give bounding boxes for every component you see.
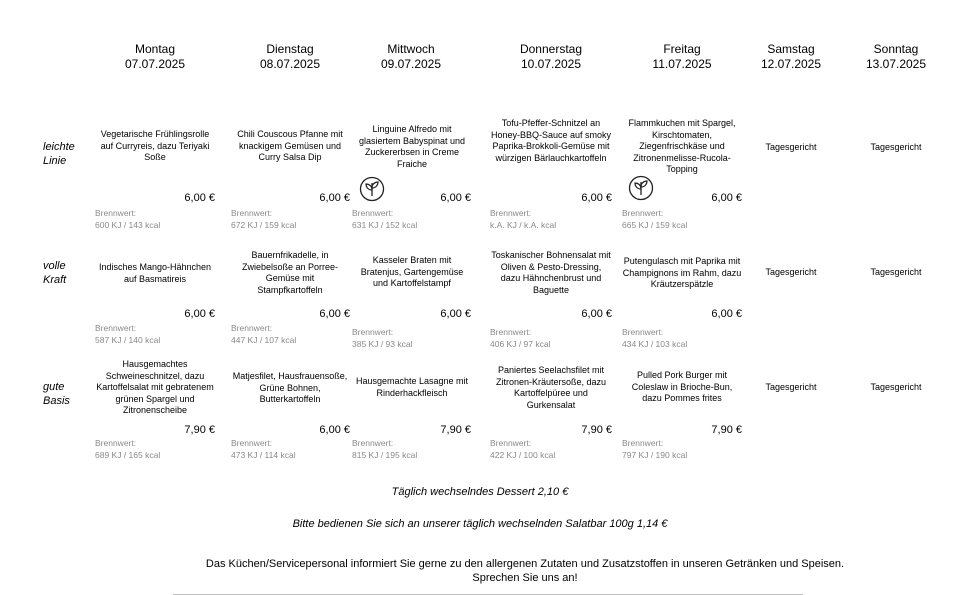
tagesgericht-label: Tagesgericht [765, 382, 817, 392]
energy-label: Brennwert: [95, 323, 137, 333]
dish-price: 6,00 € [319, 192, 350, 204]
energy-value: k.A. KJ / k.A. kcal [490, 220, 557, 230]
tagesgericht-label: Tagesgericht [765, 267, 817, 277]
energy-label: Brennwert: [352, 438, 394, 448]
dish-price: 6,00 € [581, 192, 612, 204]
energy-label: Brennwert: [622, 208, 664, 218]
dish-name: Toskanischer Bohnensalat mit Oliven & Pesto-Dressing, dazu Hähnchenbrust und Baguette [491, 250, 611, 295]
dish-name: Putengulasch mit Paprika mit Champignons im Rahm, dazu Kräutzerspätzle [622, 256, 742, 289]
energy-info [490, 437, 555, 461]
day-date: 08.07.2025 [259, 57, 321, 71]
energy-label: Brennwert: [622, 327, 664, 337]
energy-label: Brennwert: [490, 438, 532, 448]
dish-name: Chili Couscous Pfanne mit knackigem Gemüsen und Curry Salsa Dip [237, 129, 343, 162]
dish-name: Tofu-Pfeffer-Schnitzel an Honey-BBQ-Sauce auf smoky Paprika-Brokkoli-Gemüse mit würzigen Bärlauchkartoffeln [490, 118, 612, 163]
dish-name: Vegetarische Frühlingsrolle auf Curryreis, dazu Teriyaki Soße [100, 129, 210, 162]
category-line2: Basis [43, 395, 70, 407]
day-name: Mittwoch [387, 42, 435, 56]
energy-value: 689 KJ / 165 kcal [95, 450, 161, 460]
energy-value: 672 KJ / 159 kcal [231, 220, 297, 230]
energy-label: Brennwert: [231, 438, 273, 448]
dish-name: Hausgemachtes Schweineschnitzel, dazu Kartoffelsalat mit gebratenem grünen Spargel und Zitronenscheibe [96, 359, 214, 415]
energy-value: 665 KJ / 159 kcal [622, 220, 688, 230]
day-date: 11.07.2025 [652, 57, 712, 71]
dish-price: 6,00 € [581, 308, 612, 320]
energy-value: 434 KJ / 103 kcal [622, 339, 688, 349]
energy-value: 447 KJ / 107 kcal [231, 335, 297, 345]
energy-value: 406 KJ / 97 kcal [490, 339, 551, 349]
dish-price: 6,00 € [319, 308, 350, 320]
tagesgericht-label: Tagesgericht [870, 267, 922, 277]
allergen-line2: Sprechen Sie uns an! [472, 572, 578, 584]
day-date: 13.07.2025 [865, 57, 927, 71]
category-line2: Linie [43, 155, 67, 167]
dish-price: 6,00 € [711, 192, 742, 204]
energy-value: 600 KJ / 143 kcal [95, 220, 161, 230]
dish-name: Paniertes Seelachsfilet mit Zitronen-Kräutersoße, dazu Kartoffelpüree und Gurkensalat [495, 365, 607, 410]
energy-info [622, 326, 687, 350]
category-line1: gute [43, 381, 65, 393]
tagesgericht-label: Tagesgericht [870, 382, 922, 392]
day-header-montag [100, 42, 210, 72]
dish-name: Hausgemachte Lasagne mit Rinderhackfleisch [355, 376, 469, 398]
energy-info [490, 326, 550, 350]
energy-info [352, 326, 412, 350]
energy-value: 815 KJ / 195 kcal [352, 450, 418, 460]
energy-label: Brennwert: [490, 208, 532, 218]
energy-label: Brennwert: [231, 208, 273, 218]
energy-value: 797 KJ / 190 kcal [622, 450, 688, 460]
energy-label: Brennwert: [95, 208, 137, 218]
day-name: Samstag [767, 42, 815, 56]
allergen-line1: Das Küchen/Servicepersonal informiert Sie gerne zu den allergenen Zutaten und Zusatzstoffen in unseren Getränken und Speisen. [205, 558, 845, 570]
dish-name: Matjesfilet, Hausfrauensoße, Grüne Bohnen, Butterkartoffeln [232, 371, 348, 404]
dish-price: 6,00 € [319, 424, 350, 436]
dish-price: 7,90 € [440, 424, 471, 436]
day-name: Freitag [663, 42, 701, 56]
allergen-notice [195, 557, 855, 585]
dish-price: 7,90 € [711, 424, 742, 436]
energy-label: Brennwert: [231, 323, 273, 333]
day-name: Sonntag [873, 42, 919, 56]
dish-name: Indisches Mango-Hähnchen auf Basmatireis [98, 262, 212, 284]
energy-label: Brennwert: [490, 327, 532, 337]
day-date: 12.07.2025 [760, 57, 822, 71]
energy-label: Brennwert: [95, 438, 137, 448]
vegan-leaf-icon [359, 176, 385, 202]
day-header-samstag [736, 42, 846, 72]
day-name: Dienstag [266, 42, 314, 56]
tagesgericht-label: Tagesgericht [870, 142, 922, 152]
dish-price: 7,90 € [184, 424, 215, 436]
energy-info [95, 322, 160, 346]
day-name: Montag [134, 42, 176, 56]
day-header-sonntag [841, 42, 951, 72]
energy-label: Brennwert: [622, 438, 664, 448]
energy-value: 587 KJ / 140 kcal [95, 335, 161, 345]
day-header-dienstag [235, 42, 345, 72]
dish-price: 6,00 € [440, 308, 471, 320]
day-header-freitag [627, 42, 737, 72]
energy-info [231, 322, 296, 346]
salad-bar-note: Bitte bedienen Sie sich an unserer täglich wechselnden Salatbar 100g 1,14 € [292, 518, 668, 530]
category-line1: leichte [43, 141, 75, 153]
tagesgericht-label: Tagesgericht [765, 142, 817, 152]
energy-value: 473 KJ / 114 kcal [231, 450, 296, 460]
category-line1: volle [43, 260, 66, 272]
dish-price: 6,00 € [184, 192, 215, 204]
dish-price: 6,00 € [184, 308, 215, 320]
day-date: 10.07.2025 [520, 57, 582, 71]
day-header-mittwoch [356, 42, 466, 72]
day-date: 07.07.2025 [124, 57, 186, 71]
dessert-note: Täglich wechselndes Dessert 2,10 € [391, 486, 569, 498]
category-line2: Kraft [43, 274, 67, 286]
energy-info [95, 207, 160, 231]
energy-info [352, 437, 417, 461]
dish-name: Kasseler Braten mit Bratenjus, Gartengemüse und Kartoffelstampf [360, 255, 464, 288]
energy-info [622, 437, 687, 461]
dish-price: 7,90 € [581, 424, 612, 436]
dish-name: Linguine Alfredo mit glasiertem Babyspinat und Zuckererbsen in Creme Fraiche [358, 124, 466, 169]
dish-name: Flammkuchen mit Spargel, Kirschtomaten, Ziegenfrischkäse und Zitronenmelisse-Rucola-Topping [628, 118, 736, 174]
energy-value: 385 KJ / 93 kcal [352, 339, 413, 349]
energy-info [95, 437, 160, 461]
energy-info [231, 437, 296, 461]
dish-price: 6,00 € [711, 308, 742, 320]
day-name: Donnerstag [519, 42, 583, 56]
dish-name: Pulled Pork Burger mit Coleslaw in Brioche-Bun, dazu Pommes frites [631, 370, 733, 403]
category-gute-basis [43, 380, 93, 408]
energy-info [622, 207, 687, 231]
vegan-leaf-icon [628, 175, 654, 201]
energy-label: Brennwert: [352, 327, 394, 337]
dish-name: Bauernfrikadelle, in Zwiebelsoße an Porree-Gemüse mit Stampfkartoffeln [241, 250, 339, 295]
category-volle-kraft [43, 259, 93, 287]
energy-info [231, 207, 296, 231]
day-header-donnerstag [496, 42, 606, 72]
category-leichte-linie [43, 140, 93, 168]
dish-price: 6,00 € [440, 192, 471, 204]
energy-info [490, 207, 556, 231]
energy-value: 422 KJ / 100 kcal [490, 450, 556, 460]
energy-label: Brennwert: [352, 208, 394, 218]
day-date: 09.07.2025 [380, 57, 442, 71]
energy-value: 631 KJ / 152 kcal [352, 220, 418, 230]
energy-info [352, 207, 417, 231]
